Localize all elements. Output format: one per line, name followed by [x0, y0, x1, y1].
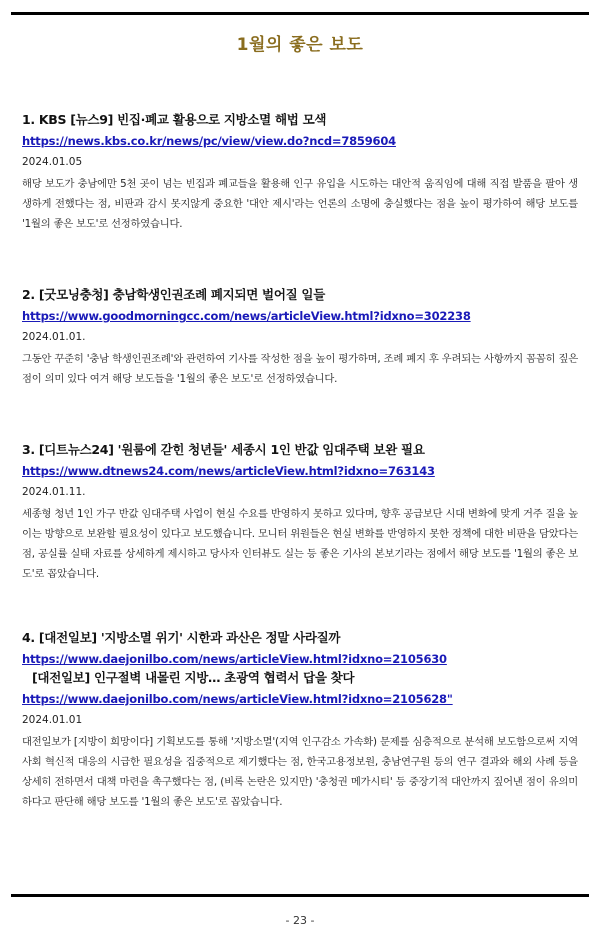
report-date: 2024.01.05 — [22, 156, 83, 168]
report-item-4 — [22, 630, 578, 812]
report-link[interactable]: https://www.goodmorningcc.com/news/articleView.html?idxno=302238 — [22, 309, 471, 323]
report-body: 그동안 꾸준히 '충남 학생인권조례'와 관련하여 기사를 작성한 점을 높이 평가하며, 조례 폐지 후 우려되는 사항까지 꼼꼼히 짚은 점이 의미 있다 여겨 해당 보도들을 '1월의 좋은 보도'로 선정하였습니다. — [22, 353, 578, 385]
report-date: 2024.01.01. — [22, 331, 86, 343]
report-date: 2024.01.11. — [22, 486, 86, 498]
report-body: 해당 보도가 충남에만 5천 곳이 넘는 빈집과 폐교들을 활용해 인구 유입을 시도하는 대안적 움직임에 대해 직접 발품을 팔아 생생하게 전했다는 점, 비판과 감시 못지않게 중요한 '대안 제시'라는 언론의 소명에 충실했다는 점을 높이 평가하여 해당 보도를 '1월의 좋은 보도'로 선정하였습니다. — [22, 178, 578, 230]
report-sub-link[interactable]: https://www.daejonilbo.com/news/articleView.html?idxno=2105628" — [22, 692, 453, 706]
report-heading: 2. [굿모닝충청] 충남학생인권조례 폐지되면 벌어질 일들 — [22, 287, 325, 302]
report-link[interactable]: https://www.daejonilbo.com/news/articleView.html?idxno=2105630 — [22, 652, 447, 666]
report-item-2 — [22, 287, 578, 389]
report-body: 대전일보가 [지방이 희망이다] 기획보도를 통해 '지방소멸'(지역 인구감소 가속화) 문제를 심층적으로 분석해 보도함으로써 지역사회 혁신적 대응의 시급한 필요성을 집중적으로 제기했다는 점, 한국고용정보원, 충남연구원 등의 연구 결과와 해외 사례 등을 상세히 전하면서 대책 마련을 촉구했다는 점, (비록 논란은 있지만) '충청권 메가시티' 등 중장기적 대안까지 짚어낸 점이 유의미하다고 판단해 해당 보도를 '1월의 좋은 보도'로 꼽았습니다. — [22, 736, 578, 808]
report-body: 세종형 청년 1인 가구 반값 임대주택 사업이 현실 수요를 반영하지 못하고 있다며, 향후 공급보단 시대 변화에 맞게 거주 질을 높이는 방향으로 보완할 필요성이 있다고 보도했습니다. 모니터 위원들은 현실 변화를 반영하지 못한 정책에 대한 비판을 담았다는 점, 공실률 실태 자료를 상세하게 제시하고 당사자 인터뷰도 실는 등 좋은 기사의 본보기라는 점에서 해당 보도를 '1월의 좋은 보도'로 꼽았습니다. — [22, 508, 578, 580]
page-number: - 23 - — [285, 914, 315, 927]
report-item-1 — [22, 112, 578, 234]
report-heading: 4. [대전일보] '지방소멸 위기' 시한과 과산은 정말 사라질까 — [22, 630, 341, 645]
report-sub-heading: [대전일보] 인구절벽 내몰린 지방… 초광역 협력서 답을 찾다 — [32, 670, 355, 685]
bottom-rule — [11, 894, 589, 897]
report-date: 2024.01.01 — [22, 714, 83, 726]
page-title: 1월의 좋은 보도 — [236, 35, 364, 55]
report-heading: 3. [디트뉴스24] '원룸에 갇힌 청년들' 세종시 1인 반값 임대주택 보완 필요 — [22, 442, 425, 457]
top-rule — [11, 12, 589, 15]
report-item-3 — [22, 442, 578, 584]
report-link[interactable]: https://news.kbs.co.kr/news/pc/view/view.do?ncd=7859604 — [22, 134, 396, 148]
report-heading: 1. KBS [뉴스9] 빈집·폐교 활용으로 지방소멸 해법 모색 — [22, 112, 327, 127]
report-link[interactable]: https://www.dtnews24.com/news/articleView.html?idxno=763143 — [22, 464, 435, 478]
